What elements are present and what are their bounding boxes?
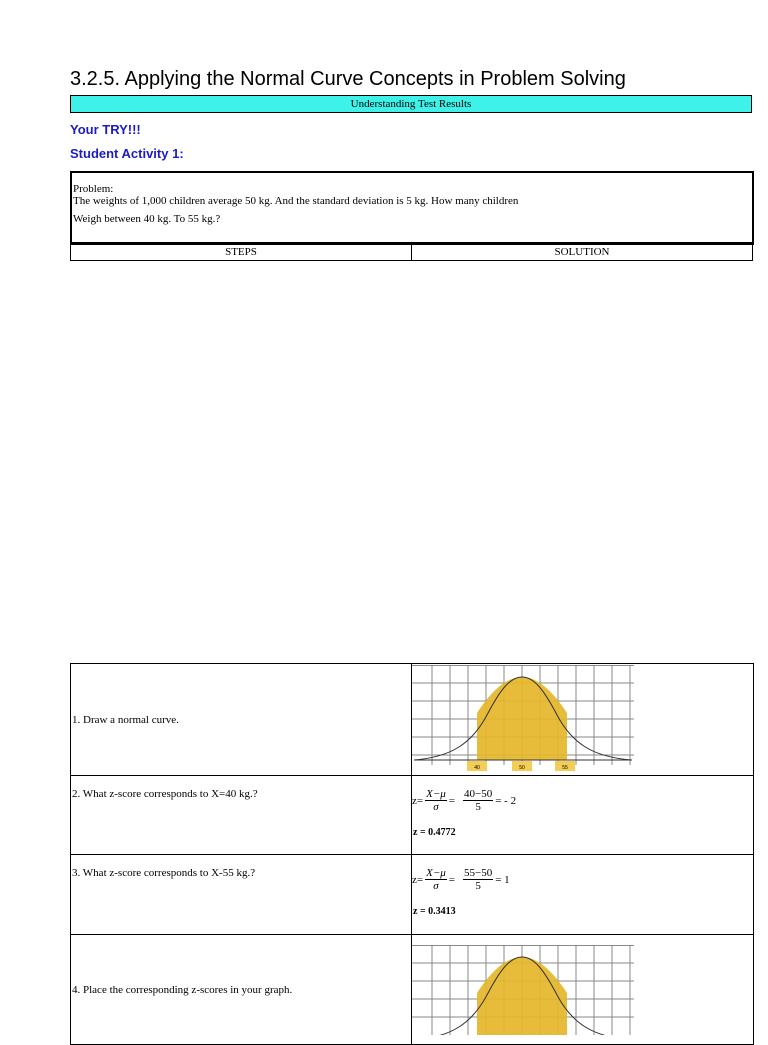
z-area-40: z = 0.4772 — [413, 827, 456, 838]
z-formula-40 — [412, 788, 516, 813]
step-row-3 — [71, 855, 754, 935]
z-area-55: z = 0.3413 — [413, 906, 456, 917]
formula-denominator: σ — [433, 801, 439, 813]
z-formula-55 — [412, 867, 510, 892]
step-2-solution — [412, 776, 754, 855]
step-row-1 — [71, 664, 754, 776]
step-1-cell — [71, 664, 412, 776]
steps-table — [70, 663, 754, 1045]
problem-line-2: Weigh between 40 kg. To 55 kg.? — [73, 213, 221, 225]
label-50: 50 — [519, 764, 525, 771]
shaded-area-2 — [477, 957, 567, 1035]
label-40: 40 — [474, 764, 480, 771]
problem-label: Problem: — [73, 183, 114, 195]
step-3-text: 3. What z-score corresponds to X-55 kg.? — [72, 867, 256, 879]
formula-numerator: X−μ — [426, 867, 446, 879]
your-try-heading: Your TRY!!! — [70, 122, 141, 137]
label-55: 55 — [562, 764, 568, 771]
substitution-denominator: 5 — [475, 801, 481, 813]
step-3-solution — [412, 855, 754, 935]
formula-denominator: σ — [433, 880, 439, 892]
substitution-denominator: 5 — [475, 880, 481, 892]
z-result: = 1 — [495, 873, 510, 886]
step-4-solution — [412, 935, 754, 1045]
step-2-text: 2. What z-score corresponds to X=40 kg.? — [72, 788, 258, 800]
equals-sign: = — [448, 873, 455, 886]
substitution-numerator: 40−50 — [463, 788, 493, 800]
normal-curve-graph — [412, 665, 634, 775]
formula-numerator: X−μ — [426, 788, 446, 800]
step-3-cell — [71, 855, 412, 935]
normal-curve-graph-2 — [412, 945, 634, 1035]
step-2-cell — [71, 776, 412, 855]
substitution-fraction — [463, 867, 493, 892]
formula-fraction — [425, 788, 447, 813]
formula-fraction — [425, 867, 447, 892]
substitution-numerator: 55−50 — [463, 867, 493, 879]
substitution-fraction — [463, 788, 493, 813]
steps-solution-header — [70, 242, 753, 261]
step-4-cell — [71, 935, 412, 1045]
problem-box — [70, 171, 754, 245]
step-4-text: 4. Place the corresponding z-scores in your graph. — [72, 983, 293, 996]
z-prefix: z= — [412, 873, 424, 886]
shaded-area — [477, 677, 567, 760]
step-row-4 — [71, 935, 754, 1045]
step-1-text: 1. Draw a normal curve. — [72, 713, 179, 726]
z-prefix: z= — [412, 794, 424, 807]
step-row-2 — [71, 776, 754, 855]
solution-header: SOLUTION — [412, 243, 753, 261]
problem-line-1: The weights of 1,000 children average 50 kg. And the standard deviation is 5 kg. How many children — [73, 195, 519, 207]
activity-heading: Student Activity 1: — [70, 146, 184, 161]
steps-header: STEPS — [71, 243, 412, 261]
section-banner: Understanding Test Results — [70, 95, 752, 113]
page-title: 3.2.5. Applying the Normal Curve Concepts in Problem Solving — [70, 68, 626, 90]
z-result: = - 2 — [495, 794, 517, 807]
equals-sign: = — [448, 794, 455, 807]
step-1-solution — [412, 664, 754, 776]
